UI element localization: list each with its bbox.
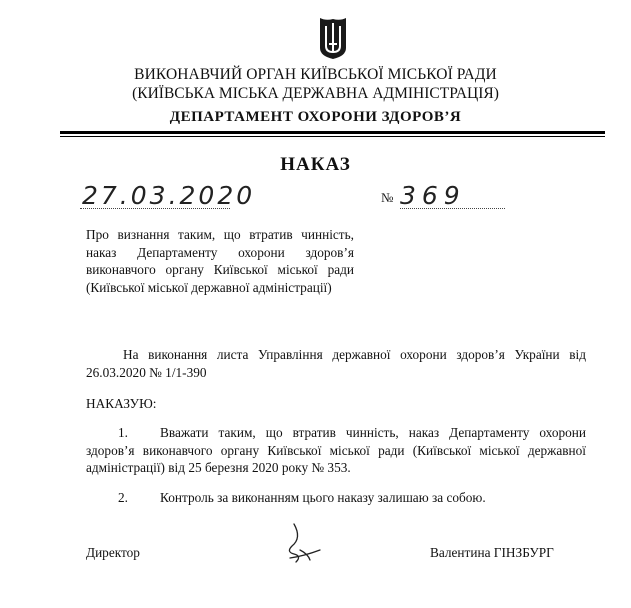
order-item-text: Вважати таким, що втратив чинність, наказ Департаменту охорони здоров’я виконавчого органу Київської міської ради (Київської міської державної адміністрації) від 25 березня 2020 року № 353.	[86, 425, 586, 475]
order-item-text: Контроль за виконанням цього наказу залишаю за собою.	[160, 490, 486, 505]
preamble: На виконання листа Управління державної охорони здоров’я України від 26.03.2020 № 1/1-390	[86, 347, 586, 380]
number-underline	[400, 208, 505, 209]
org-name-line2: (КИЇВСЬКА МІСЬКА ДЕРЖАВНА АДМІНІСТРАЦІЯ)	[132, 85, 499, 102]
document-date: 27.03.2020	[82, 181, 256, 210]
signer-name: Валентина ГІНЗБУРГ	[430, 545, 554, 560]
document-number: 369	[400, 181, 466, 210]
department-name: ДЕПАРТАМЕНТ ОХОРОНИ ЗДОРОВ’Я	[169, 109, 462, 125]
trident-icon	[318, 14, 348, 60]
date-underline	[80, 208, 230, 209]
document-title: НАКАЗ	[280, 154, 351, 175]
order-item-number: 1.	[118, 425, 128, 440]
org-name-line1: ВИКОНАВЧИЙ ОРГАН КИЇВСЬКОЇ МІСЬКОЇ РАДИ	[134, 66, 497, 83]
number-label: №	[381, 190, 394, 205]
signer-position: Директор	[86, 545, 140, 560]
header-divider-thin	[60, 136, 605, 137]
document-subject: Про визнання таким, що втратив чинність, наказ Департаменту охорони здоров’я виконавчого органу Київської міської ради (Київської міської державної адміністрації)	[86, 227, 354, 295]
order-word: НАКАЗУЮ:	[86, 396, 157, 411]
order-item	[86, 489, 586, 507]
header-divider-thick	[60, 131, 605, 134]
handwritten-signature-icon	[280, 520, 330, 566]
order-item-number: 2.	[118, 490, 128, 505]
order-item	[86, 424, 586, 477]
